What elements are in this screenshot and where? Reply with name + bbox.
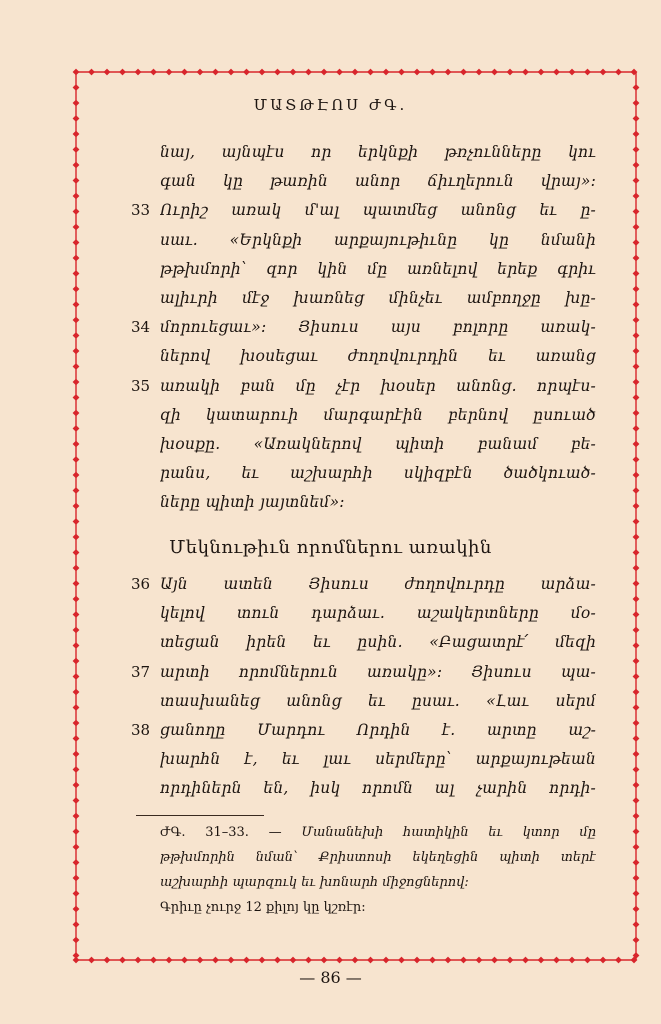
border-diamond [383,69,390,76]
border-diamond [290,957,297,964]
text-line: սաւ. «Երկնքի արքայութիւնը կը նմանի [160,230,596,249]
border-diamond [460,69,467,76]
border-diamond [150,69,157,76]
border-diamond [73,735,80,742]
border-diamond [305,957,312,964]
text-line: խարհն է, եւ լաւ սերմերը՝ արքայութեան [160,750,596,769]
border-diamond [584,69,591,76]
border-diamond [73,146,80,153]
border-diamond [73,177,80,184]
border-diamond [633,193,640,200]
border-diamond [633,255,640,262]
border-diamond [633,720,640,727]
border-diamond [633,611,640,618]
border-diamond [600,69,607,76]
border-diamond [507,957,514,964]
border-diamond [633,565,640,572]
border-diamond [538,957,545,964]
footnote-line: թթխմորին նման՝ Քրիստոսի եկեղեցին պիտի տերէ [160,850,596,865]
text-line: մորուեցաւ»: Յիսուս այս բոլորը առակ- [160,318,596,337]
text-line: կելով տուն դարձաւ. աշակերտները մօ- [160,604,596,623]
border-diamond [73,162,80,169]
border-diamond [73,301,80,308]
border-diamond [321,957,328,964]
border-diamond [197,69,204,76]
text-line: ներով խօսեցաւ ժողովուրդին եւ առանց [160,347,596,366]
border-diamond [445,69,452,76]
border-diamond [73,875,80,882]
border-diamond [73,363,80,370]
border-diamond [522,957,529,964]
border-diamond [460,957,467,964]
verse-number: 36 [131,575,151,593]
border-diamond [633,642,640,649]
border-diamond [119,957,126,964]
border-diamond [491,69,498,76]
border-diamond [73,937,80,944]
border-diamond [73,410,80,417]
border-diamond [274,957,281,964]
border-diamond [633,394,640,401]
border-diamond [73,658,80,665]
border-diamond [73,317,80,324]
border-diamond [73,255,80,262]
border-diamond [633,828,640,835]
border-diamond [212,957,219,964]
border-diamond [633,456,640,463]
text-line: զի կատարուի մարգարէին բերնով ըսուած [160,405,596,424]
border-diamond [398,69,405,76]
verse-number: 37 [131,662,151,681]
border-diamond [633,906,640,913]
border-diamond [615,957,622,964]
border-diamond [633,332,640,339]
border-diamond [352,69,359,76]
border-diamond [429,69,436,76]
border-diamond [367,69,374,76]
border-diamond [633,84,640,91]
border-diamond [336,69,343,76]
border-diamond [321,69,328,76]
border-diamond [181,957,188,964]
border-diamond [73,859,80,866]
border-diamond [633,875,640,882]
border-diamond [633,859,640,866]
border-diamond [73,689,80,696]
border-diamond [633,797,640,804]
verse-number: 33 [131,201,151,220]
border-diamond [633,766,640,773]
border-diamond [73,813,80,820]
border-diamond [73,844,80,851]
border-diamond [73,84,80,91]
text-line: տեցան իրեն եւ ըսին. «Բացատրէ՛ մեզի [160,633,596,652]
border-diamond [181,69,188,76]
border-diamond [633,379,640,386]
border-diamond [633,131,640,138]
border-diamond [600,957,607,964]
border-diamond [73,782,80,789]
verse-number: 38 [131,721,151,739]
border-diamond [633,921,640,928]
border-diamond [633,115,640,122]
border-diamond [73,518,80,525]
border-diamond [414,69,421,76]
border-diamond [73,69,80,76]
footnote-text: — Մանանեխի հատիկին եւ կտոր մը [268,825,596,840]
border-diamond [633,704,640,711]
border-diamond [633,177,640,184]
page-number: — 86 — [299,968,362,987]
border-diamond [73,193,80,200]
border-diamond [352,957,359,964]
border-diamond [104,957,111,964]
border-diamond [73,673,80,680]
border-diamond [73,379,80,386]
border-diamond [305,69,312,76]
border-diamond [73,472,80,479]
border-diamond [135,69,142,76]
footnote-line [160,820,596,845]
border-diamond [73,828,80,835]
border-diamond [73,208,80,215]
border-diamond [73,348,80,355]
border-diamond [633,658,640,665]
text-line: Ուրիշ առակ մ'ալ պատմեց անոնց եւ ը- [160,201,596,220]
border-diamond [633,596,640,603]
border-diamond [73,751,80,758]
border-diamond [584,957,591,964]
text-line: ալիւրի մէջ խառնեց մինչեւ ամբողջը խը- [160,288,596,307]
border-diamond [243,69,250,76]
border-diamond [73,286,80,293]
border-diamond [73,224,80,231]
border-diamond [633,937,640,944]
border-diamond [476,69,483,76]
border-diamond [633,518,640,525]
text-line: խօսքը. «Առակներով պիտի բանամ բե- [160,434,596,453]
border-diamond [73,890,80,897]
border-diamond [73,596,80,603]
border-diamond [73,441,80,448]
border-diamond [73,627,80,634]
border-diamond [538,69,545,76]
border-diamond [633,239,640,246]
border-diamond [398,957,405,964]
border-diamond [73,115,80,122]
border-diamond [633,146,640,153]
border-diamond [633,813,640,820]
border-diamond [73,797,80,804]
section-heading: Մեկնութիւն որոմներու առակին [169,537,492,558]
border-diamond [633,301,640,308]
border-diamond [633,782,640,789]
border-diamond [383,957,390,964]
footnote-ref: ԺԳ. 31–33. [160,825,249,840]
border-diamond [507,69,514,76]
border-diamond [336,957,343,964]
border-diamond [633,580,640,587]
passage [160,138,596,517]
border-diamond [367,957,374,964]
border-diamond [73,239,80,246]
border-diamond [197,957,204,964]
border-diamond [633,224,640,231]
text-line: Այն ատեն Յիսուս ժողովուրդը արձա- [160,575,596,593]
border-diamond [633,363,640,370]
border-diamond [633,425,640,432]
border-diamond [633,503,640,510]
border-diamond [166,957,173,964]
border-diamond [633,317,640,324]
border-diamond [228,69,235,76]
border-diamond [150,957,157,964]
border-diamond [633,627,640,634]
border-diamond [633,286,640,293]
text-line: ցանողը Մարդու Որդին է. արտը աշ- [160,720,596,739]
border-diamond [633,751,640,758]
text-line: թթխմորի՝ զոր կին մը առնելով երեք գրիւ [160,259,596,278]
border-diamond [73,131,80,138]
border-diamond [119,69,126,76]
border-diamond [73,704,80,711]
text-line: տասխանեց անոնց եւ ըսաւ. «Լաւ սերմ [160,691,596,710]
border-diamond [476,957,483,964]
border-diamond [429,957,436,964]
running-head: ՄԱՏԹԷՈՍ ԺԳ. [253,96,408,114]
border-diamond [633,348,640,355]
border-diamond [491,957,498,964]
border-diamond [104,69,111,76]
footnotes [160,820,596,920]
border-diamond [73,642,80,649]
text-line: որդիներն են, իսկ որոմն ալ չարին որդի- [160,779,596,798]
border-diamond [569,957,576,964]
border-diamond [633,441,640,448]
border-diamond [553,957,560,964]
border-diamond [73,952,80,959]
text-line: ները պիտի յայտնեմ»: [160,493,345,512]
border-diamond [633,472,640,479]
border-diamond [73,487,80,494]
text-line: առակի բան մը չէր խօսեր անոնց. որպէս- [160,376,596,395]
border-diamond [414,957,421,964]
border-diamond [274,69,281,76]
border-diamond [633,270,640,277]
border-diamond [73,565,80,572]
border-diamond [633,487,640,494]
border-diamond [73,270,80,277]
border-diamond [73,503,80,510]
border-diamond [212,69,219,76]
border-diamond [633,689,640,696]
border-diamond [633,673,640,680]
border-diamond [166,69,173,76]
text-line: արտի որոմներուն առակը»: Յիսուս պա- [160,662,596,681]
border-diamond [88,957,95,964]
border-diamond [135,957,142,964]
border-diamond [73,766,80,773]
footnote-note: Գրիւը չուրջ 12 քիլոյ կը կշռէր: [160,900,366,915]
verse-number: 34 [131,318,151,337]
footnote-line: աշխարհի պարզուկ եւ խոնարհ միջոցներով: [160,875,469,890]
border-diamond [633,162,640,169]
border-diamond [73,456,80,463]
text-line: նայ, այնպէս որ երկնքի թռչունները կու [160,143,596,161]
border-diamond [243,957,250,964]
border-diamond [445,957,452,964]
border-diamond [633,410,640,417]
footnote-rule [136,815,264,816]
verse-number: 35 [131,376,151,395]
border-diamond [259,957,266,964]
border-diamond [290,69,297,76]
border-diamond [569,69,576,76]
border-diamond [73,906,80,913]
text-line: րանս, եւ աշխարհի սկիզբէն ծածկուած- [160,464,596,483]
border-diamond [73,720,80,727]
border-diamond [522,69,529,76]
border-diamond [73,332,80,339]
border-diamond [553,69,560,76]
border-diamond [73,394,80,401]
border-diamond [73,921,80,928]
border-diamond [615,69,622,76]
border-diamond [73,611,80,618]
border-diamond [73,580,80,587]
text-line: գան կը թառին անոր ճիւղերուն վրայ»: [160,172,596,191]
border-diamond [633,890,640,897]
border-diamond [633,208,640,215]
border-diamond [633,844,640,851]
border-diamond [73,425,80,432]
border-diamond [633,735,640,742]
border-diamond [259,69,266,76]
section-passage [160,570,596,804]
border-diamond [228,957,235,964]
border-diamond [88,69,95,76]
